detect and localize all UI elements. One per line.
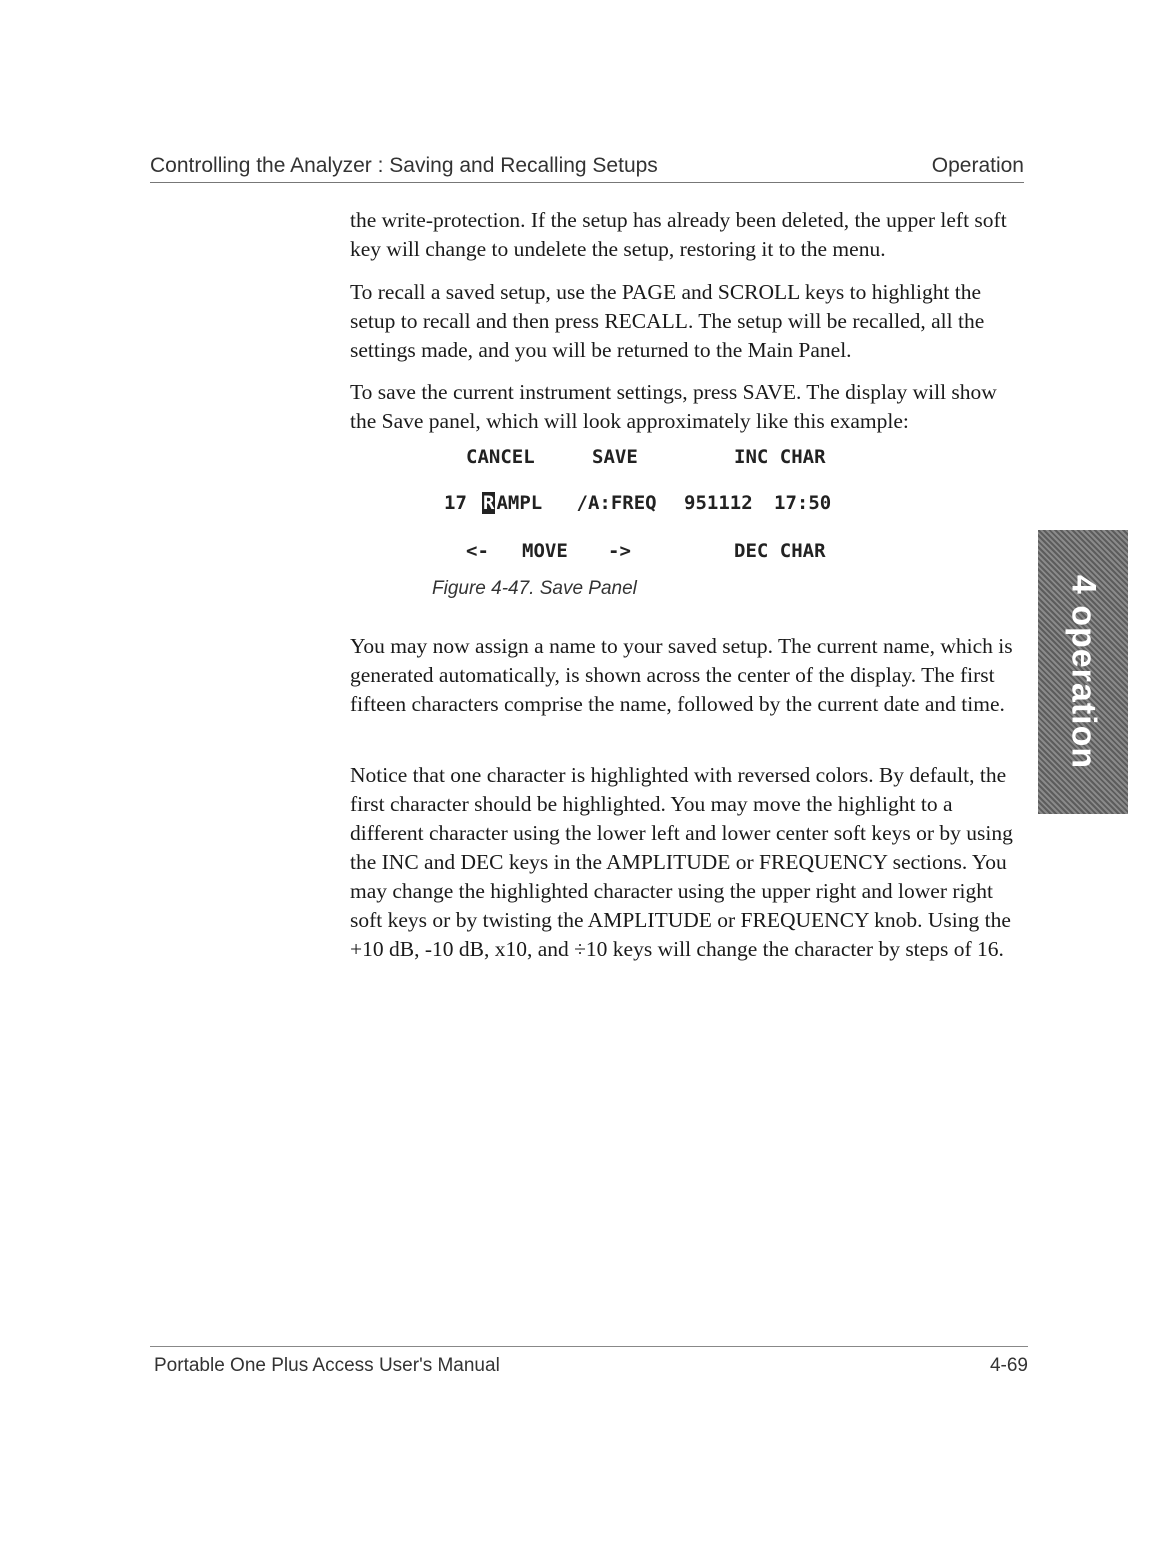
- running-footer: [150, 1346, 1028, 1377]
- paragraph-write-protection: the write-protection. If the setup has already been deleted, the upper left soft key will change to undelete the setup, restoring it to the menu.: [350, 208, 1007, 261]
- header-section: Operation: [931, 154, 1024, 177]
- header-title: Controlling the Analyzer : Saving and Recalling Setups: [150, 154, 658, 177]
- setup-number: 17: [444, 492, 467, 514]
- panel-row-bottom: [440, 540, 880, 564]
- paragraph-highlight: Notice that one character is highlighted with reversed colors. By default, the first character should be highlighted. You may move the highlight to a different character using the lower left and lower center soft keys or by using the INC and DEC keys in the AMPLITUDE or FREQUENCY sections. You may change the highlighted character using the upper right and lower right soft keys or by twisting the AMPLITUDE or FREQUENCY knob. Using the +10 dB, -10 dB, x10, and ÷10 keys will change the character by steps of 16.: [350, 763, 1013, 961]
- figure-caption: Figure 4-47. Save Panel: [432, 578, 637, 599]
- setup-date: 951112: [684, 492, 753, 514]
- running-header: [150, 154, 1024, 183]
- panel-row-top: [440, 446, 880, 470]
- soft-key-cancel: CANCEL: [466, 446, 535, 468]
- soft-key-dec-char: DEC CHAR: [734, 540, 826, 562]
- paragraph-name-setup: You may now assign a name to your saved setup. The current name, which is generated automatically, is shown across the center of the display. The first fifteen characters comprise the name, followed by the current date and time.: [350, 634, 1013, 716]
- setup-name: [482, 492, 657, 514]
- paragraph-recall: To recall a saved setup, use the PAGE and SCROLL keys to highlight the setup to recall and then press RECALL. The setup will be recalled, all the settings made, and you will be returned to the Main Panel.: [350, 280, 985, 362]
- footer-page-number: 4-69: [989, 1355, 1028, 1376]
- soft-key-move-left: <-: [466, 540, 489, 562]
- move-right-arrow: ->: [608, 540, 631, 562]
- panel-row-name: [440, 492, 880, 516]
- soft-key-save: SAVE: [592, 446, 638, 468]
- highlighted-character: R: [483, 492, 495, 514]
- soft-key-move: MOVE: [522, 540, 568, 562]
- chapter-tab-label: 4 operation: [1064, 574, 1103, 770]
- setup-time: 17:50: [774, 492, 832, 514]
- setup-name-text: AMPL /A:FREQ: [496, 492, 657, 514]
- footer-manual-title: Portable One Plus Access User's Manual: [154, 1355, 500, 1376]
- paragraph-save-intro: To save the current instrument settings, press SAVE. The display will show the Save panel, which will look approximately like this example:: [350, 380, 997, 433]
- soft-key-inc-char: INC CHAR: [734, 446, 826, 468]
